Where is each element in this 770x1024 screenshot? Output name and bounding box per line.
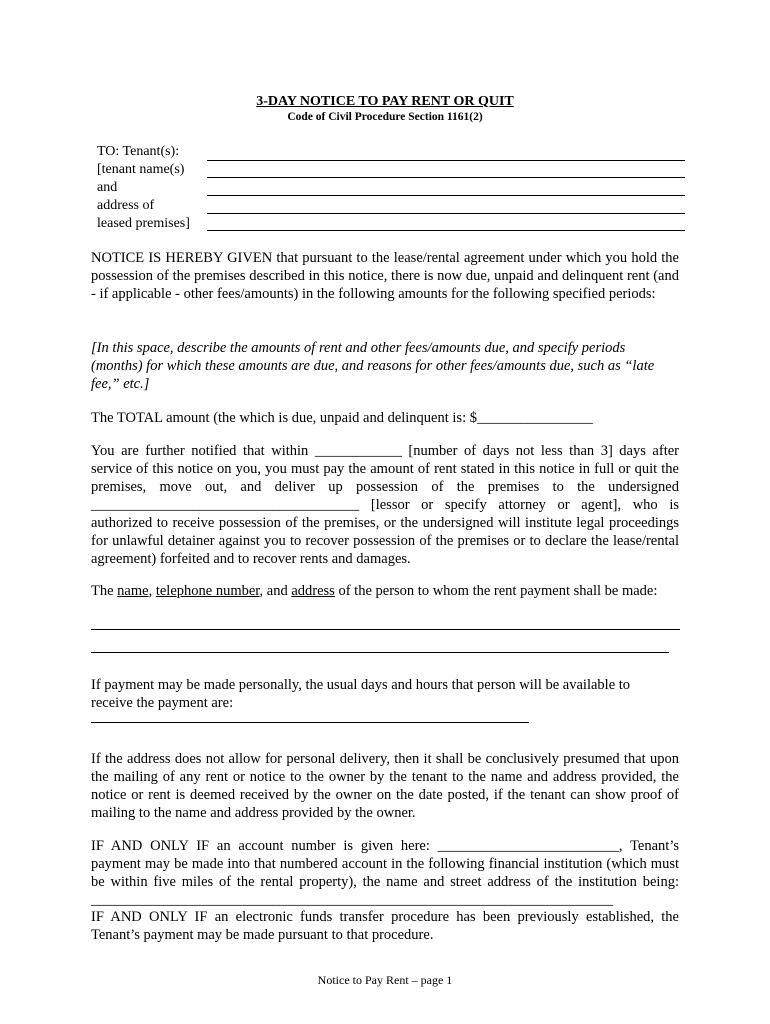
to-label-line-2: [tenant name(s) <box>97 162 185 177</box>
tenant-blank-line-2[interactable] <box>207 177 685 178</box>
tenant-blank-line-4[interactable] <box>207 213 685 214</box>
payee-text-sep-1: , <box>148 583 156 599</box>
to-label-line-3: and <box>97 180 118 195</box>
notice-paragraph: NOTICE IS HEREBY GIVEN that pursuant to the lease/rental agreement under which you hold the possession of the premises described in this notice, there is now due, unpaid and delinquent rent (and - if applicable - other fees/amounts) in the following amounts for the following specified periods: <box>91 250 679 302</box>
tenant-blank-line-5[interactable] <box>207 230 685 231</box>
eft-paragraph: IF AND ONLY IF an electronic funds transfer procedure has been previously established, the Tenant’s payment may be made pursuant to that procedure. <box>91 909 679 943</box>
document-title: 3-DAY NOTICE TO PAY RENT OR QUIT <box>256 94 514 109</box>
payee-text-pre: The <box>91 583 118 599</box>
account-paragraph: IF AND ONLY IF an account number is given here: _________________________, Tenant’s payment may be made into that numbered account in the following financial institution (which must be within five miles of the rental property), the name and street address of the institution being: ________________________________________________________________________ <box>91 838 679 908</box>
personal-payment-paragraph: If payment may be made personally, the usual days and hours that person will be available to receive the payment are: <box>91 677 631 711</box>
to-label-line-4: address of <box>97 198 155 213</box>
payee-address-label: address <box>291 583 335 599</box>
payee-paragraph <box>91 582 679 600</box>
further-notice-paragraph <box>91 442 679 568</box>
payee-name-label: name <box>117 583 149 599</box>
further-notice-text-1: You are further notified that within ____________ [number of days not less than 3] days after service of this notice on you, you must pay the amount of rent stated in this notice in full or quit the premises, move out, and deliver up possession of the premises to the undersigned <box>91 443 679 495</box>
tenant-blank-line-1[interactable] <box>207 160 685 161</box>
to-label-line-1: TO: Tenant(s): <box>97 144 180 159</box>
tenant-address-labels <box>97 143 190 233</box>
payee-text-post: of the person to whom the rent payment shall be made: <box>334 583 658 599</box>
page-footer: Notice to Pay Rent – page 1 <box>317 973 453 987</box>
payee-phone-label: telephone number <box>155 583 260 599</box>
total-amount-line: The TOTAL amount (the which is due, unpaid and delinquent is: $________________ <box>91 410 593 426</box>
document-subtitle: Code of Civil Procedure Section 1161(2) <box>287 111 483 123</box>
personal-payment-blank-line[interactable] <box>91 722 529 723</box>
mailing-paragraph: If the address does not allow for personal delivery, then it shall be conclusively presumed that upon the mailing of any rent or notice to the owner by the tenant to the name and address provided, the notice or rent is deemed received by the owner on the date posted, if the tenant can show proof of mailing to the name and address provided by the owner. <box>91 751 679 821</box>
to-label-line-5: leased premises] <box>97 216 190 231</box>
further-notice-text-2: _____________________________________ [lessor or specify attorney or agent], who is authorized to receive possession of the premises, or the undersigned will institute legal proceedings for unlawful detainer against you to recover possession of the premises or to declare the lease/rental agreement) forfeited and to recover rents and damages. <box>91 497 679 567</box>
payee-blank-line-2[interactable] <box>91 652 669 653</box>
tenant-blank-line-3[interactable] <box>207 195 685 196</box>
payee-blank-line-1[interactable] <box>91 629 680 630</box>
payee-text-sep-2: , and <box>259 583 292 599</box>
instructions-paragraph: [In this space, describe the amounts of rent and other fees/amounts due, and specify periods (months) for which these amounts are due, and reasons for other fees/amounts due, such as “late fee,” etc.] <box>91 340 655 392</box>
